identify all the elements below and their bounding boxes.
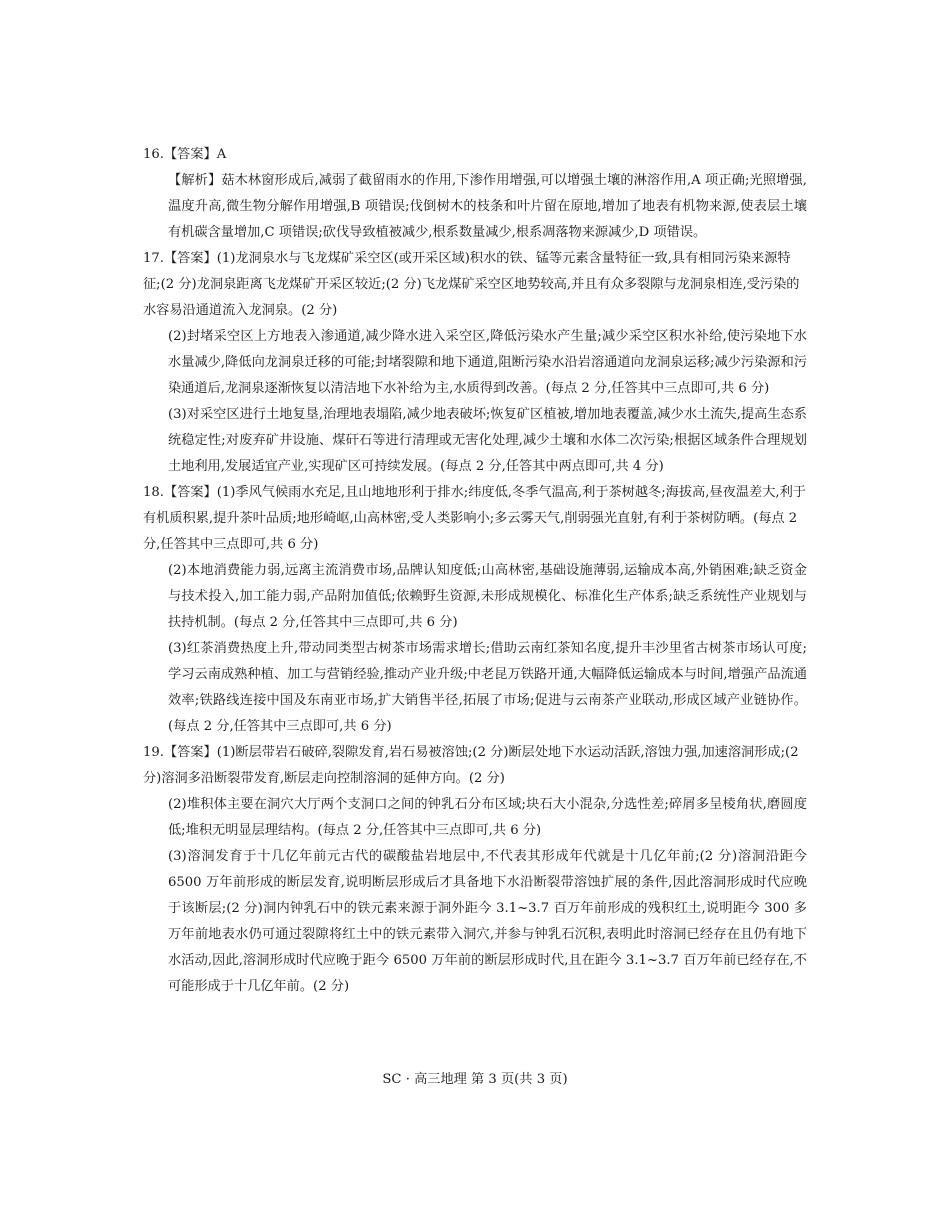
question-16 [143,142,807,246]
question-18-part-2: (2)本地消费能力弱,远离主流消费市场,品牌认知度低;山高林密,基础设施薄弱,运输成本高,外销困难;缺乏资金与技术投入,加工能力弱,产品附加值低;依赖野生资源,未形成规模化、标准化生产体系;缺乏系统性产业规划与扶持机制。(每点 2 分,任答其中三点即可,共 6 分) [168,563,807,630]
question-17-part-2: (2)封堵采空区上方地表入渗通道,减少降水进入采空区,降低污染水产生量;减少采空区积水补给,使污染地下水水量减少,降低向龙洞泉迁移的可能;封堵裂隙和地下通道,阻断污染水沿岩溶通道向龙洞泉运移;减少污染源和污染通道后,龙洞泉逐渐恢复以清洁地下水补给为主,水质得到改善。(每点 2 分,任答其中三点即可,共 6 分) [168,329,807,396]
question-19-answer [143,740,807,792]
question-16-answer [143,142,807,168]
question-19-part-3: (3)溶洞发育于十几亿年前元古代的碳酸盐岩地层中,不代表其形成年代就是十几亿年前;(2 分)溶洞沿距今 6500 万年前形成的断层发育,说明断层形成后才具备地下水沿断裂带溶蚀扩展的条件,因此溶洞形成时代应晚于该断层;(2 分)洞内钟乳石中的铁元素来源于洞外距今 3.1~3.7 百万年前形成的残积红土,说明距今 300 多万年前地表水仍可通过裂隙将红土中的铁元素带入洞穴,并参与钟乳石沉积,表明此时溶洞已经存在且仍有地下水活动,因此,溶洞形成时代应晚于距今 6500 万年前的断层形成时代,且在距今 3.1~3.7 百万年前已经存在,不可能形成于十几亿年前。(2 分) [168,849,807,994]
question-17 [143,246,807,480]
question-17-answer [143,246,807,324]
question-18 [143,480,807,740]
question-number: 18. [143,485,164,500]
question-18-answer [143,480,807,558]
answer-text: 【答案】A [163,147,227,162]
question-17-part-3: (3)对采空区进行土地复垦,治理地表塌陷,减少地表破坏;恢复矿区植被,增加地表覆盖,减少水土流失,提高生态系统稳定性;对废弃矿井设施、煤矸石等进行清理或无害化处理,减少土壤和水体二次污染;根据区域条件合理规划土地利用,发展适宜产业,实现矿区可持续发展。(每点 2 分,任答其中两点即可,共 4 分) [168,407,807,474]
question-18-part-3: (3)红茶消费热度上升,带动同类型古树茶市场需求增长;借助云南红茶知名度,提升丰沙里省古树茶市场认可度;学习云南成熟种植、加工与营销经验,推动产业升级;中老昆万铁路开通,大幅降低运输成本与时间,增强产品流通效率;铁路线连接中国及东南亚市场,扩大销售半径,拓展了市场;促进与云南茶产业联动,形成区域产业链协作。(每点 2 分,任答其中三点即可,共 6 分) [168,641,807,734]
answer-text: 【答案】(1)断层带岩石破碎,裂隙发育,岩石易被溶蚀;(2 分)断层处地下水运动活跃,溶蚀力强,加速溶洞形成;(2 分)溶洞多沿断裂带发育,断层走向控制溶洞的延伸方向。(2 分) [143,745,799,786]
question-number: 16. [143,147,164,162]
question-number: 19. [143,745,164,760]
question-19-part-2: (2)堆积体主要在洞穴大厅两个支洞口之间的钟乳石分布区域;块石大小混杂,分选性差;碎屑多呈棱角状,磨圆度低;堆积无明显层理结构。(每点 2 分,任答其中三点即可,共 6 分) [168,797,807,838]
answer-document [143,142,807,1000]
answer-text: 【答案】(1)龙洞泉水与飞龙煤矿采空区(或开采区域)积水的铁、锰等元素含量特征一致,具有相同污染来源特征;(2 分)龙洞泉距离飞龙煤矿开采区较近;(2 分)飞龙煤矿采空区地势较高,并且有众多裂隙与龙洞泉相连,受污染的水容易沿通道流入龙洞泉。(2 分) [143,251,800,318]
answer-text: 【答案】(1)季风气候雨水充足,且山地地形利于排水;纬度低,冬季气温高,利于茶树越冬;海拔高,昼夜温差大,利于有机质积累,提升茶叶品质;地形崎岖,山高林密,受人类影响小;多云雾天气,削弱强光直射,有利于茶树防晒。(每点 2 分,任答其中三点即可,共 6 分) [143,485,806,552]
question-19 [143,740,807,1000]
question-number: 17. [143,251,164,266]
page-footer: SC · 高三地理 第 3 页(共 3 页) [382,1072,568,1087]
question-16-explanation: 【解析】菇木林窗形成后,减弱了截留雨水的作用,下渗作用增强,可以增强土壤的淋溶作用,A 项正确;光照增强,温度升高,微生物分解作用增强,B 项错误;伐倒树木的枝条和叶片留在原地,增加了地表有机物来源,使表层土壤有机碳含量增加,C 项错误;砍伐导致植被减少,根系数量减少,根系凋落物来源减少,D 项错误。 [168,173,807,240]
